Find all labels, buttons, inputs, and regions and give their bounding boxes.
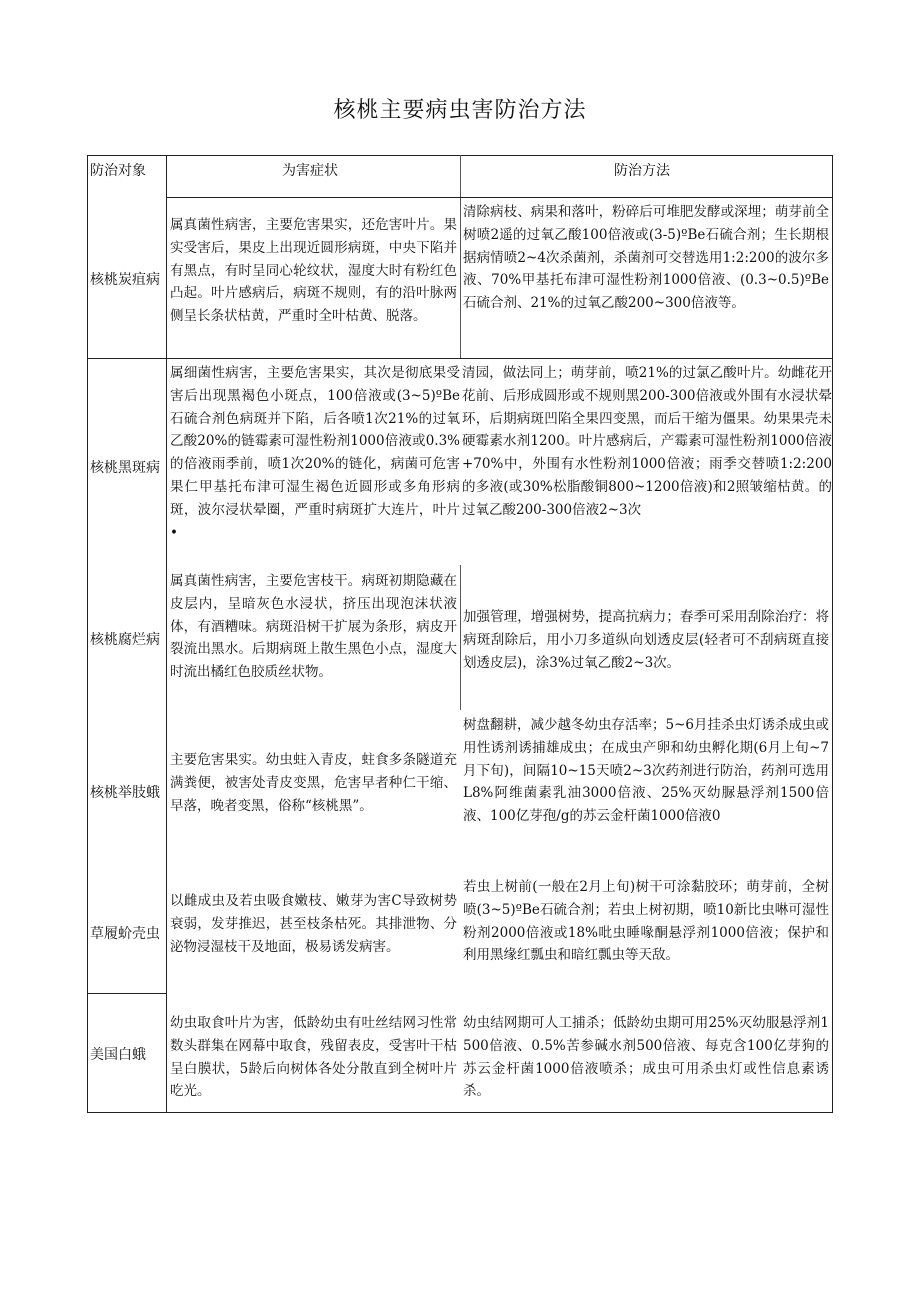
row-methods: 树盘翻耕，减少越冬幼虫存活率；5~6月挂杀虫灯诱杀成虫或用性诱剂诱捕雄成虫；在成虫产卵和幼虫孵化期(6月上旬~7月下旬)，间隔10~15天喷2~3次药剂进行防治，药剂可选用L8%阿维菌素乳油3000倍液、25%灭幼脲悬浮剂1500倍液、100亿芽孢/g的苏云金杆菌1000倍液0	[463, 717, 829, 825]
row-methods: 加强管理，增强树势，提高抗病力；春季可采用刮除治疗：将病斑刮除后，用小刀多道纵向划透皮层(轻者可不刮病斑直接划透皮层)，涂3%过氧乙酸2~3次。	[463, 609, 829, 671]
row-target: 核桃腐烂病	[90, 632, 160, 648]
row-divider-1	[87, 358, 833, 359]
row-symptoms: 以雌成虫及若虫吸食嫩枝、嫩芽为害C导致树势衰弱，发芽推迟，甚至枝条枯死。其排泄物、分泌物浸湿枝干及地面，极易诱发病害。	[170, 893, 457, 955]
row-symptoms: 属细菌性病害，主要危害果实，其次是彻底果受害后出现黑褐色小斑点，100倍液或(3~5)ºBe石硫合剂色病斑并下陷，后各喷1次21%的过氧乙酸20%的链霉素可湿性粉剂1000倍液或0.3%的倍液雨季前，喷1次20%的链化，病菌可危害果仁甲基托布津可湿生褐色近圆形或多角形病斑，波尔浸状晕圈，严重时病斑扩大连片，叶片•	[170, 365, 460, 541]
header-bottom-rule	[166, 197, 833, 198]
row-target: 核桃举肢蛾	[90, 785, 160, 801]
row-target: 核桃炭疽病	[90, 272, 160, 288]
row-divider-5	[87, 993, 167, 994]
header-target: 防治对象	[90, 163, 146, 179]
row-target: 核桃黑斑病	[90, 460, 160, 476]
table-border-right	[832, 155, 833, 1113]
page-title: 核桃主要病虫害防治方法	[333, 98, 587, 123]
column-divider-2b	[460, 198, 461, 358]
row-target: 草履蚧壳虫	[90, 926, 160, 942]
row-symptoms: 主要危害果实。幼虫蛀入青皮，蛀食多条隧道充满粪便，被害处青皮变黑，危害早者种仁干缩、早落，晚者变黑，俗称“核桃黑”。	[170, 752, 457, 814]
row-methods: 清除病枝、病果和落叶，粉碎后可堆肥发酵或深埋；萌芽前全树喷2遥的过氧乙酸100倍液或(3-5)ºBe石硫合剂；生长期根据病情喷2~4次杀菌剂，杀菌剂可交替选用1:2:200的波尔多液、70%甲基托布津可湿性粉剂1000倍液、(0.3~0.5)ºBe石硫合剂、21%的过氧乙酸200~300倍液等。	[463, 204, 829, 312]
header-methods: 防治方法	[614, 163, 670, 179]
row-target: 美国白蛾	[90, 1047, 146, 1063]
column-divider-2c	[460, 565, 461, 710]
row-symptoms: 属真菌性病害，主要危害果实，还危害叶片。果实受害后，果皮上出现近圆形病斑，中央下陷并有黑点，有时呈同心轮纹状，湿度大时有粉红色凸起。叶片感病后，病斑不规则，有的沿叶脉两侧呈长条状枯黄，严重时全叶枯黄、脱落。	[170, 217, 457, 325]
table-border-bottom	[87, 1112, 833, 1113]
row-methods: 若虫上树前(一般在2月上旬)树干可涂黏胶环；萌芽前，全树喷(3~5)ºBe石硫合剂；若虫上树初期，喷10新比虫啉可湿性粉剂2000倍液或18%吡虫睡喙酮悬浮剂1000倍液；保护和利用黑缘红瓢虫和暗红瓢虫等天敌。	[463, 879, 829, 964]
column-divider-2	[460, 155, 461, 198]
header-symptoms: 为害症状	[282, 163, 338, 179]
row-symptoms: 幼虫取食叶片为害，低龄幼虫有吐丝结网习性常数头群集在网幕中取食，残留表皮，受害叶干枯呈白膜状，5龄后向树体各处分散直到全树叶片吃光。	[170, 1015, 457, 1100]
row-methods: 幼虫结网期可人工捕杀；低龄幼虫期可用25%灭幼服悬浮剂1500倍液、0.5%苦参碱水剂500倍液、每克含100亿芽狗的苏云金杆菌1000倍液喷杀；成虫可用杀虫灯或性信息素诱杀。	[463, 1015, 829, 1100]
row-methods: 清园，做法同上；萌芽前，喷21%的过氯乙酸叶片。幼雌花开花前、后形成圆形或不规则黑200-300倍液或外围有水浸状晕环，后期病斑凹陷全果四变黑，而后干缩为僵果。幼果果壳未硬霉素水剂1200。叶片感病后，产霉素可湿性粉剂1000倍液+70%中，外围有水性粉剂1000倍液；雨季交替喷1:2:200的多液(或30%松脂酸铜800~1200倍液)和2照皱缩枯黄。的过氧乙酸200-300倍液2~3次	[462, 365, 832, 518]
table-border-left	[87, 155, 88, 1113]
row-symptoms: 属真菌性病害，主要危害枝干。病斑初期隐藏在皮层内，呈暗灰色水浸状，挤压出现泡沫状液体，有酒糟味。病斑沿树干扩展为条形，病皮开裂流出黑水。后期病斑上散生黑色小点，湿度大时流出橘红色胶质丝状物。	[170, 573, 457, 681]
column-divider-1	[166, 155, 167, 1113]
